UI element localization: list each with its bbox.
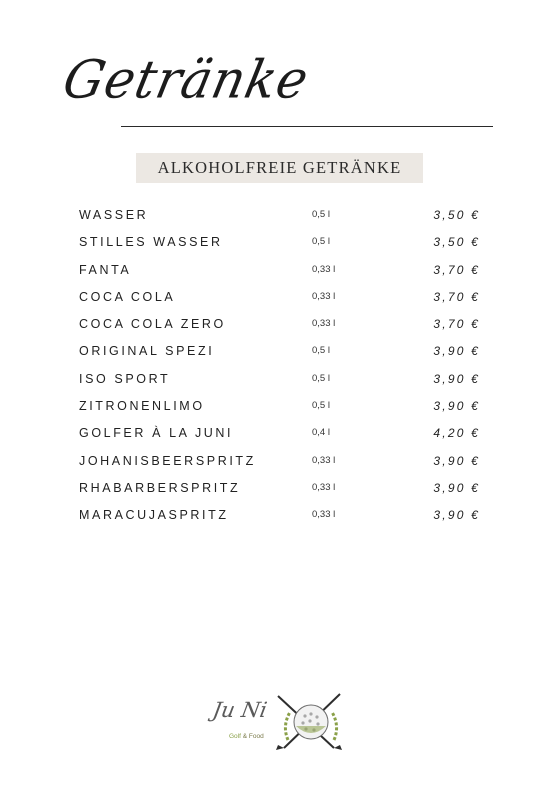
menu-item-name: JOHANISBEERSPRITZ [79,453,256,468]
menu-item-name: ISO SPORT [79,371,171,386]
menu-item-size: 0,5 l [312,400,330,412]
menu-item-price: 3,90 € [433,371,480,386]
menu-item-size: 0,33 l [312,318,336,330]
menu-item-name: STILLES WASSER [79,235,223,250]
menu-item-price: 4,20 € [433,426,480,441]
menu-item-size: 0,5 l [312,345,330,357]
menu-item-size: 0,33 l [312,263,336,275]
menu-item-name: WASSER [79,208,149,222]
menu-item-size: 0,5 l [312,372,330,384]
menu-item-price: 3,50 € [433,235,480,250]
menu-item-price: 3,70 € [433,317,480,332]
menu-item-name: COCA COLA [79,289,176,304]
menu-item-size: 0,33 l [312,509,336,521]
menu-item-size: 0,5 l [312,209,330,220]
menu-item-size: 0,33 l [312,290,336,302]
title-underline [121,126,493,127]
menu-item-name: GOLFER À LA JUNI [79,426,234,441]
logo-tagline-golf: Golf [229,733,241,740]
menu-item-size: 0,4 l [312,427,330,439]
menu-item [0,311,548,338]
menu-item [0,502,548,529]
menu-item-price: 3,90 € [433,480,480,495]
drinks-list [0,202,548,530]
menu-item-name: COCA COLA ZERO [79,317,226,332]
menu-item-size: 0,33 l [312,454,336,466]
menu-item-size: 0,33 l [312,481,336,493]
menu-item [0,202,548,229]
menu-item-price: 3,90 € [433,344,480,359]
menu-item-name: ORIGINAL SPEZI [79,344,215,359]
menu-item [0,475,548,502]
menu-item [0,338,548,365]
golf-ball-crossed-clubs-icon [274,690,348,754]
menu-item-size: 0,5 l [312,236,330,248]
menu-item [0,393,548,420]
logo-wordmark: Ju Ni [210,698,269,722]
menu-item [0,420,548,447]
logo-tagline [229,733,264,740]
brand-logo [208,690,348,754]
menu-item-price: 3,90 € [433,508,480,523]
menu-item-price: 3,50 € [433,208,480,222]
logo-tagline-rest: & Food [240,733,264,740]
menu-item [0,366,548,393]
menu-item-price: 3,70 € [433,262,480,277]
menu-item-name: RHABARBERSPRITZ [79,480,241,495]
menu-item [0,257,548,284]
page-title: Getränke [58,49,315,110]
section-heading: ALKOHOLFREIE GETRÄNKE [136,153,423,183]
menu-item [0,284,548,311]
menu-item-price: 3,90 € [433,399,480,414]
menu-item [0,229,548,256]
menu-item-price: 3,90 € [433,453,480,468]
menu-item-name: MARACUJASPRITZ [79,508,229,523]
menu-item-name: ZITRONENLIMO [79,399,205,414]
menu-item [0,448,548,475]
menu-item-name: FANTA [79,262,132,277]
menu-item-price: 3,70 € [433,289,480,304]
